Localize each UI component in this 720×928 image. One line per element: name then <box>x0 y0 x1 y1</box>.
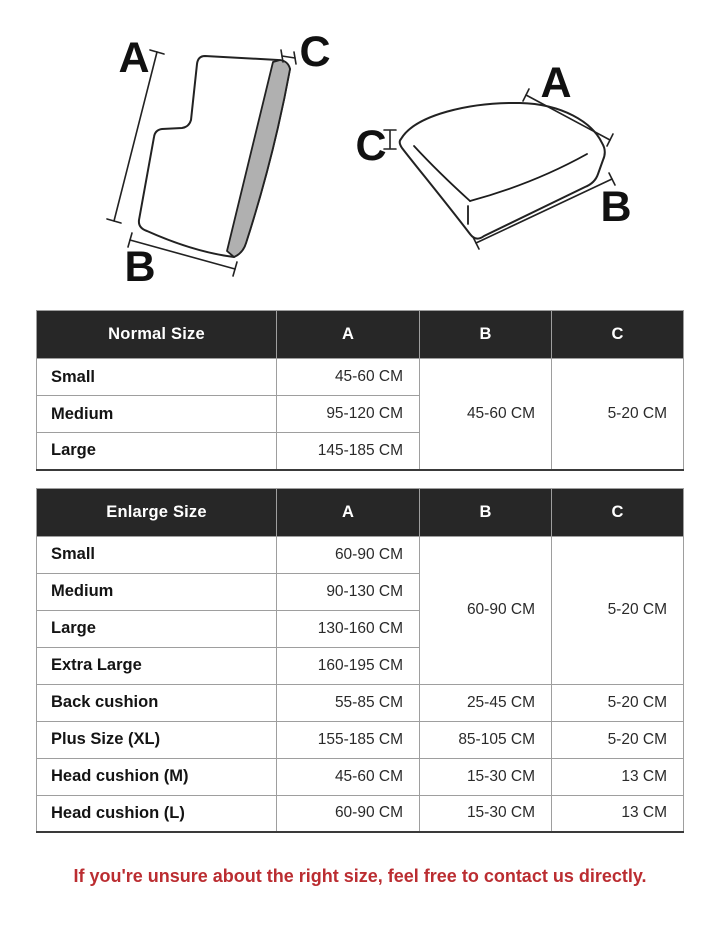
size-label-cell: Small <box>37 536 277 573</box>
cushion-diagrams <box>0 0 720 300</box>
size-label-cell: Head cushion (L) <box>37 795 277 832</box>
back-diagram-label-a: A <box>118 34 150 82</box>
seat-dim-tick <box>607 134 613 146</box>
value-cell-c: 13 CM <box>552 758 684 795</box>
merged-value-cell-b: 45-60 CM <box>420 359 552 470</box>
value-cell-a: 160-195 CM <box>277 647 420 684</box>
value-cell-a: 155-185 CM <box>277 721 420 758</box>
back-diagram-label-c: C <box>299 28 331 76</box>
column-header-b: B <box>420 311 552 359</box>
cushion-diagram-svg <box>0 0 720 300</box>
value-cell-b: 25-45 CM <box>420 684 552 721</box>
column-header-a: A <box>277 488 420 536</box>
value-cell-a: 45-60 CM <box>277 359 420 396</box>
value-cell-b: 15-30 CM <box>420 795 552 832</box>
table-row <box>37 721 684 758</box>
back-cushion-diagram <box>107 28 331 291</box>
seat-diagram-label-a: A <box>540 59 572 107</box>
table-header-row <box>37 488 684 536</box>
size-label-cell: Plus Size (XL) <box>37 721 277 758</box>
back-dim-line-c <box>282 56 295 58</box>
value-cell-a: 45-60 CM <box>277 758 420 795</box>
merged-value-cell-c: 5-20 CM <box>552 359 684 470</box>
seat-cushion-diagram <box>355 59 631 249</box>
value-cell-a: 145-185 CM <box>277 433 420 470</box>
size-label-cell: Medium <box>37 573 277 610</box>
size-label-cell: Large <box>37 610 277 647</box>
table-title: Enlarge Size <box>37 488 277 536</box>
value-cell-b: 85-105 CM <box>420 721 552 758</box>
size-label-cell: Extra Large <box>37 647 277 684</box>
back-dim-tick <box>294 52 296 64</box>
value-cell-c: 13 CM <box>552 795 684 832</box>
merged-value-cell-b: 60-90 CM <box>420 536 552 684</box>
table-row <box>37 758 684 795</box>
seat-diagram-label-b: B <box>600 183 632 231</box>
value-cell-a: 90-130 CM <box>277 573 420 610</box>
column-header-a: A <box>277 311 420 359</box>
table-row <box>37 536 684 573</box>
back-diagram-label-b: B <box>124 243 156 291</box>
column-header-b: B <box>420 488 552 536</box>
size-label-cell: Small <box>37 359 277 396</box>
value-cell-a: 95-120 CM <box>277 396 420 433</box>
table-row <box>37 684 684 721</box>
normal-size-table <box>36 310 684 471</box>
value-cell-c: 5-20 CM <box>552 684 684 721</box>
value-cell-a: 60-90 CM <box>277 795 420 832</box>
value-cell-a: 130-160 CM <box>277 610 420 647</box>
size-label-cell: Back cushion <box>37 684 277 721</box>
value-cell-a: 55-85 CM <box>277 684 420 721</box>
column-header-c: C <box>552 311 684 359</box>
merged-value-cell-c: 5-20 CM <box>552 536 684 684</box>
value-cell-a: 60-90 CM <box>277 536 420 573</box>
seat-dim-tick <box>523 89 529 101</box>
column-header-c: C <box>552 488 684 536</box>
size-label-cell: Medium <box>37 396 277 433</box>
enlarge-size-table <box>36 488 684 834</box>
size-label-cell: Large <box>37 433 277 470</box>
table-header-row <box>37 311 684 359</box>
value-cell-c: 5-20 CM <box>552 721 684 758</box>
seat-cushion-outline <box>400 103 605 239</box>
seat-diagram-label-c: C <box>355 122 387 170</box>
value-cell-b: 15-30 CM <box>420 758 552 795</box>
table-title: Normal Size <box>37 311 277 359</box>
size-label-cell: Head cushion (M) <box>37 758 277 795</box>
contact-note: If you're unsure about the right size, feel free to contact us directly. <box>73 866 647 886</box>
table-row <box>37 359 684 396</box>
table-row <box>37 795 684 832</box>
